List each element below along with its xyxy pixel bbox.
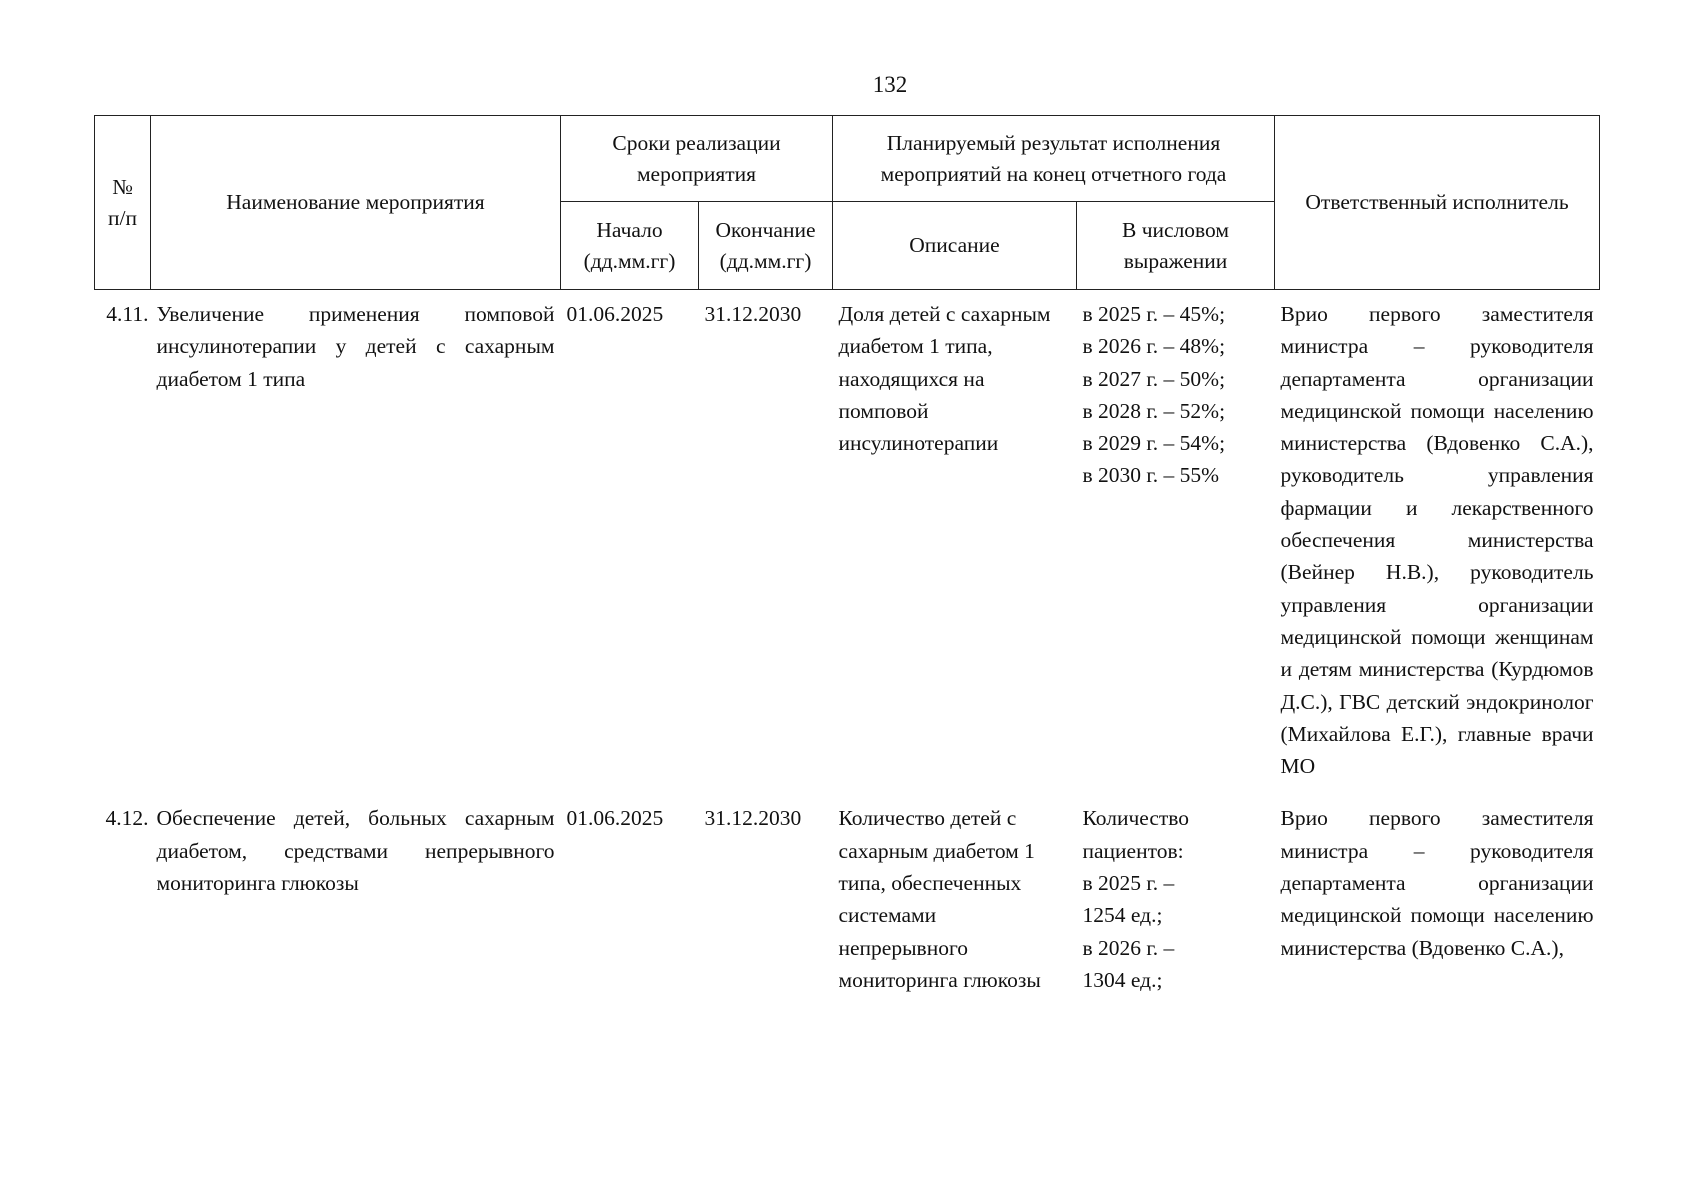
table-row [95, 290, 1600, 795]
numeric-line: в 2026 г. – 48%; [1082, 334, 1226, 359]
row-number: 4.11. [106, 302, 149, 326]
row-numeric-value [1077, 794, 1275, 1008]
numeric-line: в 2029 г. – 54%; [1082, 431, 1226, 456]
row-numeric-value [1077, 290, 1275, 795]
numeric-line: 1304 ед.; [1082, 967, 1163, 992]
row-start-date: 01.06.2025 [566, 302, 664, 326]
row-start-date: 01.06.2025 [566, 806, 664, 831]
header-terms: Сроки реализации мероприятия [561, 116, 833, 202]
header-end: Окончание (дд.мм.гг) [699, 202, 833, 290]
row-activity-name: Увеличение применения помповой инсулинотерапии у детей с сахарным диабетом 1 типа [156, 302, 555, 391]
row-number: 4.12. [105, 806, 149, 831]
numeric-line: в 2028 г. – 52%; [1082, 398, 1226, 423]
numeric-line: в 2027 г. – 50%; [1082, 366, 1226, 391]
header-result: Планируемый результат исполнения мероприятий на конец отчетного года [833, 116, 1275, 202]
row-responsible: Врио первого заместителя министра – руководителя департамента организации медицинской помощи населению министерства (Вдовенко С.А.), [1280, 806, 1594, 960]
header-start: Начало (дд.мм.гг) [561, 202, 699, 290]
numeric-line: в 2030 г. – 55% [1082, 463, 1220, 488]
row-end-date: 31.12.2030 [704, 806, 802, 831]
header-responsible: Ответственный исполнитель [1275, 116, 1600, 290]
table-row [95, 794, 1600, 1008]
numeric-line: в 2025 г. – [1082, 871, 1175, 896]
table-header [95, 116, 1600, 290]
row-responsible: Врио первого заместителя министра – руководителя департамента организации медицинской помощи населению министерства (Вдовенко С.А.), руководитель управления фармации и лекарственного обеспечения министерства (Вейнер Н.В.), руководитель управления организации медицинской помощи женщинам и детям министерства (Курдюмов Д.С.), ГВС детский эндокринолог (Михайлова Е.Г.), главные врачи МО [1280, 302, 1594, 779]
header-name: Наименование мероприятия [151, 116, 561, 290]
row-description: Количество детей с сахарным диабетом 1 типа, обеспеченных системами непрерывного мониторинга глюкозы [838, 806, 1041, 992]
numeric-line: в 2025 г. – 45%; [1082, 302, 1226, 326]
row-description: Доля детей с сахарным диабетом 1 типа, находящихся на помповой инсулинотерапии [838, 302, 1051, 456]
header-description: Описание [833, 202, 1077, 290]
activities-table [94, 115, 1600, 1008]
header-numeric: В числовом выражении [1077, 202, 1275, 290]
page-number: 132 [872, 72, 908, 97]
header-number: № п/п [95, 116, 151, 290]
row-activity-name: Обеспечение детей, больных сахарным диабетом, средствами непрерывного мониторинга глюкозы [156, 806, 555, 896]
numeric-line: 1254 ед.; [1082, 903, 1163, 928]
numeric-line: пациентов: [1082, 838, 1184, 863]
row-end-date: 31.12.2030 [704, 302, 802, 326]
numeric-line: в 2026 г. – [1082, 935, 1175, 960]
numeric-line: Количество [1082, 806, 1190, 831]
